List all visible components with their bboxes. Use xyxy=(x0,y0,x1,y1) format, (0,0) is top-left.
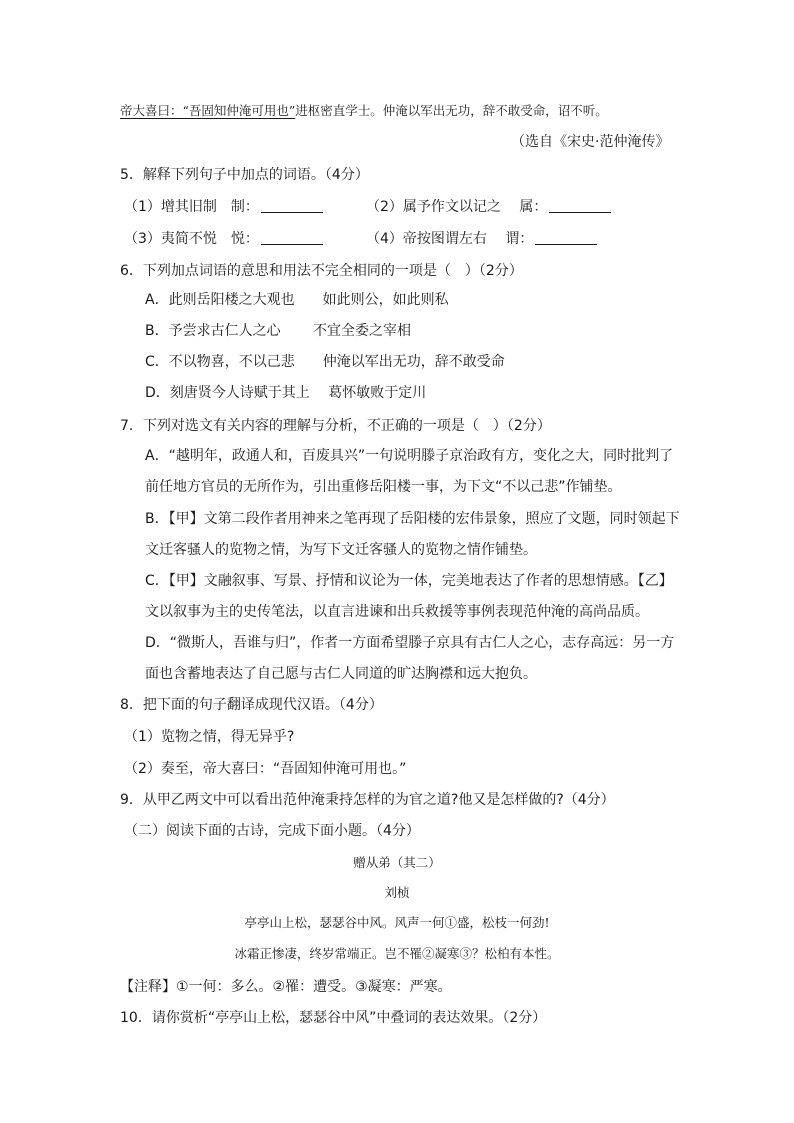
q7-line-4: 文迁客骚人的览物之情，为写下文迁客骚人的览物之情作铺垫。 xyxy=(145,542,537,558)
q5-stem: 5．解释下列句子中加点的词语。（4分） xyxy=(120,167,369,183)
poem-note: 【注释】①一何：多么。②罹：遭受。③凝寒：严寒。 xyxy=(120,979,452,995)
section2-stem: （二）阅读下面的古诗，完成下面小题。（4分） xyxy=(124,823,420,839)
q5-item-4: （4）帝按图谓左右 谓： xyxy=(366,229,597,249)
q7-line-2: 前任地方官员的无所作为，引出重修岳阳楼一事，为下文“不以己悲”作铺垫。 xyxy=(145,479,622,495)
q8-item-2: （2）奏至，帝大喜曰：“吾固知仲淹可用也。” xyxy=(124,761,407,777)
answer-blank[interactable] xyxy=(535,230,597,245)
q6-option-b: B．予尝求古仁人之心 不宜全委之宰相 xyxy=(145,323,412,339)
passage-final-line xyxy=(120,101,608,121)
q8-stem: 8．把下面的句子翻译成现代汉语。（4分） xyxy=(120,697,383,713)
q5-item-2: （2）属予作文以记之 属： xyxy=(366,197,611,217)
poem-title: 赠从弟（其二） xyxy=(353,855,441,870)
answer-blank[interactable] xyxy=(261,198,323,213)
q7-line-6: 文以叙事为主的史传笔法，以直言进谏和出兵救援等事例表现范仲淹的高尚品质。 xyxy=(145,604,649,620)
poem-author: 刘桢 xyxy=(384,885,410,900)
answer-blank[interactable] xyxy=(261,230,323,245)
q6-stem: 6．下列加点词语的意思和用法不完全相同的一项是（ ）（2分） xyxy=(120,263,523,279)
passage-quote-underlined: 帝大喜曰：“吾固知仲淹可用也” xyxy=(120,103,296,118)
answer-blank[interactable] xyxy=(549,198,611,213)
q10-stem: 10．请你赏析“亭亭山上松，瑟瑟谷中风”中叠词的表达效果。（2分） xyxy=(120,1010,547,1026)
q7-line-1: A．“越明年，政通人和，百废具兴”一句说明滕子京治政有方，变化之大，同时批判了 xyxy=(145,448,674,464)
passage-quote-rest: 进枢密直学士。仲淹以军出无功，辞不敢受命，诏不听。 xyxy=(295,103,608,118)
q8-item-1: （1）览物之情，得无异乎? xyxy=(124,729,295,745)
passage-source: （选自《宋史·范仲淹传》 xyxy=(511,134,670,150)
q7-line-8: 面也含蓄地表达了自己愿与古仁人同道的旷达胸襟和远大抱负。 xyxy=(145,666,537,682)
q7-line-3: B．【甲】文第二段作者用神来之笔再现了岳阳楼的宏伟景象，照应了文题，同时领起下 xyxy=(145,511,680,527)
q6-option-d: D．刻唐贤今人诗赋于其上 葛怀敏败于定川 xyxy=(145,385,427,401)
q6-option-c: C．不以物喜，不以己悲 仲淹以军出无功，辞不敢受命 xyxy=(145,354,505,370)
q7-stem: 7．下列对选文有关内容的理解与分析，不正确的一项是（ ）（2分） xyxy=(120,418,551,434)
q7-line-5: C．【甲】文融叙事、写景、抒情和议论为一体，完美地表达了作者的思想情感。【乙】 xyxy=(145,573,673,589)
q9-stem: 9．从甲乙两文中可以看出范仲淹秉持怎样的为官之道?他又是怎样做的?（4分） xyxy=(120,792,615,808)
q6-option-a: A．此则岳阳楼之大观也 如此则公，如此则私 xyxy=(145,292,449,308)
q5-item-3: （3）夷简不悦 悦： xyxy=(124,229,323,249)
q7-line-7: D．“微斯人，吾谁与归”，作者一方面希望滕子京具有古仁人之心，志存高远：另一方 xyxy=(145,635,675,651)
poem-line-2: 冰霜正惨凄，终岁常端正。岂不罹②凝寒③？松柏有本性。 xyxy=(234,946,560,961)
poem-line-1: 亭亭山上松，瑟瑟谷中风。风声一何①盛，松枝一何劲! xyxy=(244,915,550,930)
q5-item-1: （1）增其旧制 制： xyxy=(124,197,323,217)
